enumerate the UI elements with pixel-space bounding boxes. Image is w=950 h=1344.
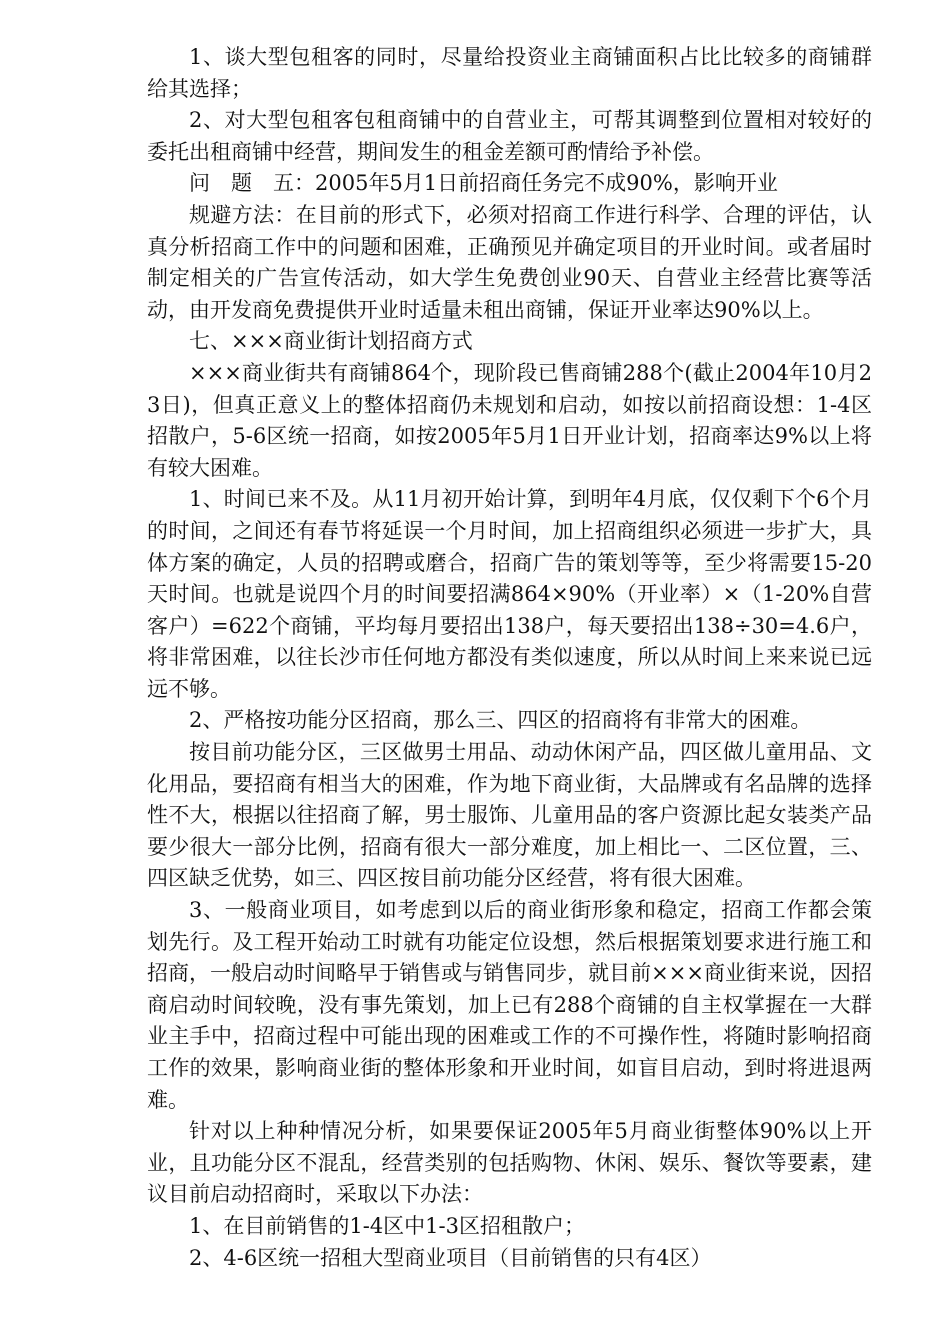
paragraph-method-2: 2、4-6区统一招租大型商业项目（目前销售的只有4区） bbox=[189, 1245, 712, 1270]
paragraph-overview: ×××商业街共有商铺864个，现阶段已售商铺288个(截止2004年10月23日)，但真正意义上的整体招商仍未规划和启动，如按以前招商设想：1-4区招散户，5-6区统一招商，如按2005年5月1日开业计划，招商率达9%以上将有较大困难。 bbox=[147, 360, 872, 480]
paragraph-2: 2、对大型包租客包租商铺中的自营业主，可帮其调整到位置相对较好的委托出租商铺中经营，期间发生的租金差额可酌情给予补偿。 bbox=[147, 108, 872, 164]
section-seven-heading: 七、×××商业街计划招商方式 bbox=[189, 329, 473, 354]
paragraph-point-1: 1、时间已来不及。从11月初开始计算，到明年4月底，仅仅剩下个6个月的时间，之间还有春节将延误一个月时间，加上招商组织必须进一步扩大，具体方案的确定，人员的招聘或磨合，招商广告的策划等等，至少将需要15-20天时间。也就是说四个月的时间要招满864×90%（开业率）×（1-20%自营客户）=622个商铺，平均每月要招出138户，每天要招出138÷30=4.6户，将非常困难，以往长沙市任何地方都没有类似速度，所以从时间上来来说已远远不够。 bbox=[147, 487, 872, 701]
paragraph-function-zoning: 按目前功能分区，三区做男士用品、动动休闲产品，四区做儿童用品、文化用品，要招商有相当大的困难，作为地下商业街，大品牌或有名品牌的选择性不大，根据以往招商了解，男士服饰、儿童用品的客户资源比起女装类产品要少很大一部分比例，招商有很大一部分难度，加上相比一、二区位置，三、四区缺乏优势，如三、四区按目前功能分区经营，将有很大困难。 bbox=[147, 740, 872, 891]
paragraph-analysis: 针对以上种种情况分析，如果要保证2005年5月商业街整体90%以上开业，且功能分区不混乱，经营类别的包括购物、休闲、娱乐、餐饮等要素，建议目前启动招商时，采取以下办法： bbox=[147, 1119, 872, 1207]
paragraph-point-2: 2、严格按功能分区招商，那么三、四区的招商将有非常大的困难。 bbox=[189, 708, 812, 733]
paragraph-point-3: 3、一般商业项目，如考虑到以后的商业街形象和稳定，招商工作都会策划先行。及工程开始动工时就有功能定位设想，然后根据策划要求进行施工和招商，一般启动时间略早于销售或与销售同步，就目前×××商业街来说，因招商启动时间较晚，没有事先策划，加上已有288个商铺的自主权掌握在一大群业主手中，招商过程中可能出现的困难或工作的不可操作性，将随时影响招商工作的效果，影响商业街的整体形象和开业时间，如盲目启动，到时将进退两难。 bbox=[147, 898, 872, 1112]
document-page bbox=[147, 42, 872, 1274]
paragraph-1: 1、谈大型包租客的同时，尽量给投资业主商铺面积占比比较多的商铺群给其选择； bbox=[147, 45, 872, 101]
paragraph-method-1: 1、在目前销售的1-4区中1-3区招租散户； bbox=[189, 1213, 585, 1238]
problem-five-heading: 问 题 五：2005年5月1日前招商任务完不成90%，影响开业 bbox=[189, 171, 778, 196]
paragraph-avoidance-method: 规避方法：在目前的形式下，必须对招商工作进行科学、合理的评估，认真分析招商工作中的问题和困难，正确预见并确定项目的开业时间。或者届时制定相关的广告宣传活动，如大学生免费创业90天、自营业主经营比赛等活动，由开发商免费提供开业时适量未租出商铺，保证开业率达90%以上。 bbox=[147, 202, 872, 322]
